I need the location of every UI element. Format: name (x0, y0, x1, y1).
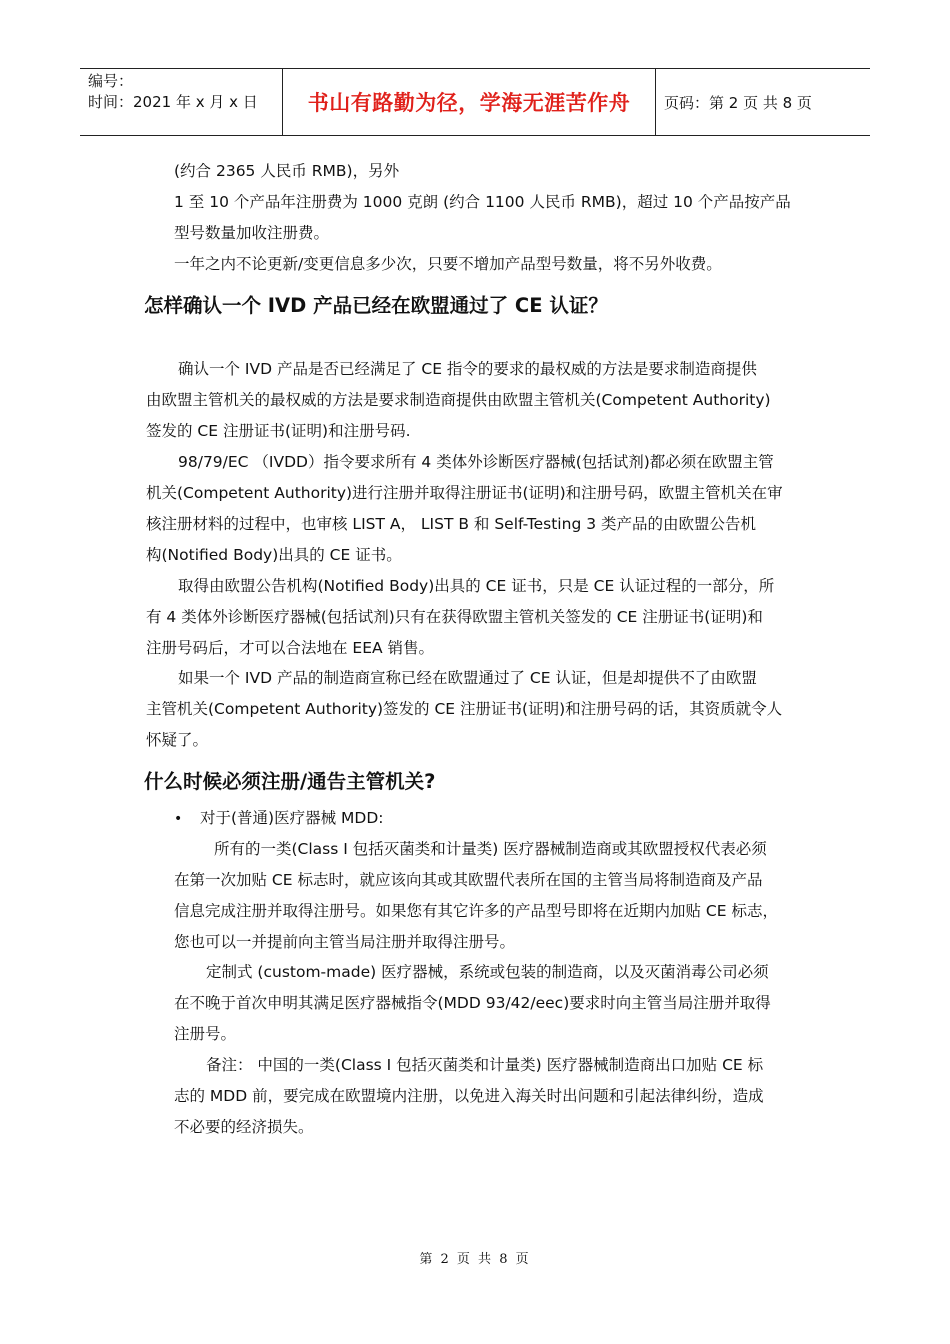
p6-line-2: 在不晚于首次申明其满足医疗器械指令(MDD 93/42/eec)要求时向主管当局注册并取得 (174, 994, 771, 1012)
p0-line-3: 型号数量加收注册费。 (174, 224, 330, 242)
page-info: 页码：第 2 页 共 8 页 (664, 93, 812, 112)
p7-line-2: 志的 MDD 前，要完成在欧盟境内注册，以免进入海关时出问题和引起法律纠纷，造成 (174, 1087, 764, 1105)
p1-line-1: 确认一个 IVD 产品是否已经满足了 CE 指令的要求的最权威的方法是要求制造商提供 (178, 360, 757, 378)
p6-line-1: 定制式 (custom-made) 医疗器械，系统或包装的制造商，以及灭菌消毒公司必须 (206, 963, 769, 981)
page-footer: 第 2 页 共 8 页 (419, 1252, 531, 1267)
p4-line-3: 怀疑了。 (146, 731, 209, 749)
page-header (80, 68, 870, 136)
p0-line-1: (约合 2365 人民币 RMB)，另外 (174, 162, 400, 180)
p5-line-3: 信息完成注册并取得注册号。如果您有其它许多的产品型号即将在近期内加贴 CE 标志， (174, 902, 778, 920)
motto-text: 书山有路勤为径，学海无涯苦作舟 (307, 91, 631, 115)
p5-line-4: 您也可以一并提前向主管当局注册并取得注册号。 (174, 933, 516, 951)
number-label: 编号： (88, 72, 134, 90)
p3-line-3: 注册号码后，才可以合法地在 EEA 销售。 (146, 639, 435, 657)
p0-line-4: 一年之内不论更新/变更信息多少次，只要不增加产品型号数量，将不另外收费。 (174, 255, 722, 273)
p5-line-1: 所有的一类(Class I 包括灭菌类和计量类) 医疗器械制造商或其欧盟授权代表必须 (214, 840, 767, 858)
date-label: 时间：2021 年 x 月 x 日 (88, 93, 258, 111)
p1-line-3: 签发的 CE 注册证书(证明)和注册号码. (146, 422, 411, 440)
p3-line-2: 有 4 类体外诊断医疗器械(包括试剂)只有在获得欧盟主管机关签发的 CE 注册证书(证明)和 (146, 608, 763, 626)
p1-line-2: 由欧盟主管机关的最权威的方法是要求制造商提供由欧盟主管机关(Competent Authority) (146, 391, 771, 409)
p5-line-2: 在第一次加贴 CE 标志时，就应该向其或其欧盟代表所在国的主管当局将制造商及产品 (174, 871, 763, 889)
p2-line-4: 构(Notified Body)出具的 CE 证书。 (146, 546, 402, 564)
p6-line-3: 注册号。 (174, 1025, 237, 1043)
p7-line-1: 备注： 中国的一类(Class I 包括灭菌类和计量类) 医疗器械制造商出口加贴 CE 标 (206, 1056, 764, 1074)
p2-line-2: 机关(Competent Authority)进行注册并取得注册证书(证明)和注册号码，欧盟主管机关在审 (146, 484, 783, 502)
p4-line-1: 如果一个 IVD 产品的制造商宣称已经在欧盟通过了 CE 认证，但是却提供不了由欧盟 (178, 669, 757, 687)
p3-line-1: 取得由欧盟公告机构(Notified Body)出具的 CE 证书，只是 CE 认证过程的一部分，所 (178, 577, 775, 595)
p4-line-2: 主管机关(Competent Authority)签发的 CE 注册证书(证明)和注册号码的话，其资质就令人 (146, 700, 783, 718)
header-motto-cell (282, 69, 656, 135)
header-left-cell (80, 69, 282, 135)
p2-line-1: 98/79/EC （IVDD）指令要求所有 4 类体外诊断医疗器械(包括试剂)都必须在欧盟主管 (178, 453, 774, 471)
p0-line-2: 1 至 10 个产品年注册费为 1000 克朗 (约合 1100 人民币 RMB)，超过 10 个产品按产品 (174, 193, 791, 211)
p7-line-3: 不必要的经济损失。 (174, 1118, 314, 1136)
p2-line-3: 核注册材料的过程中，也审核 LIST A， LIST B 和 Self-Testing 3 类产品的由欧盟公告机 (146, 515, 756, 533)
bullet-icon: • (174, 811, 183, 827)
bullet-mdd: 对于(普通)医疗器械 MDD: (200, 809, 384, 827)
heading-registration-when: 什么时候必须注册/通告主管机关? (144, 770, 436, 793)
heading-ivd-ce: 怎样确认一个 IVD 产品已经在欧盟通过了 CE 认证？ (144, 294, 608, 317)
header-page-cell (656, 69, 870, 135)
